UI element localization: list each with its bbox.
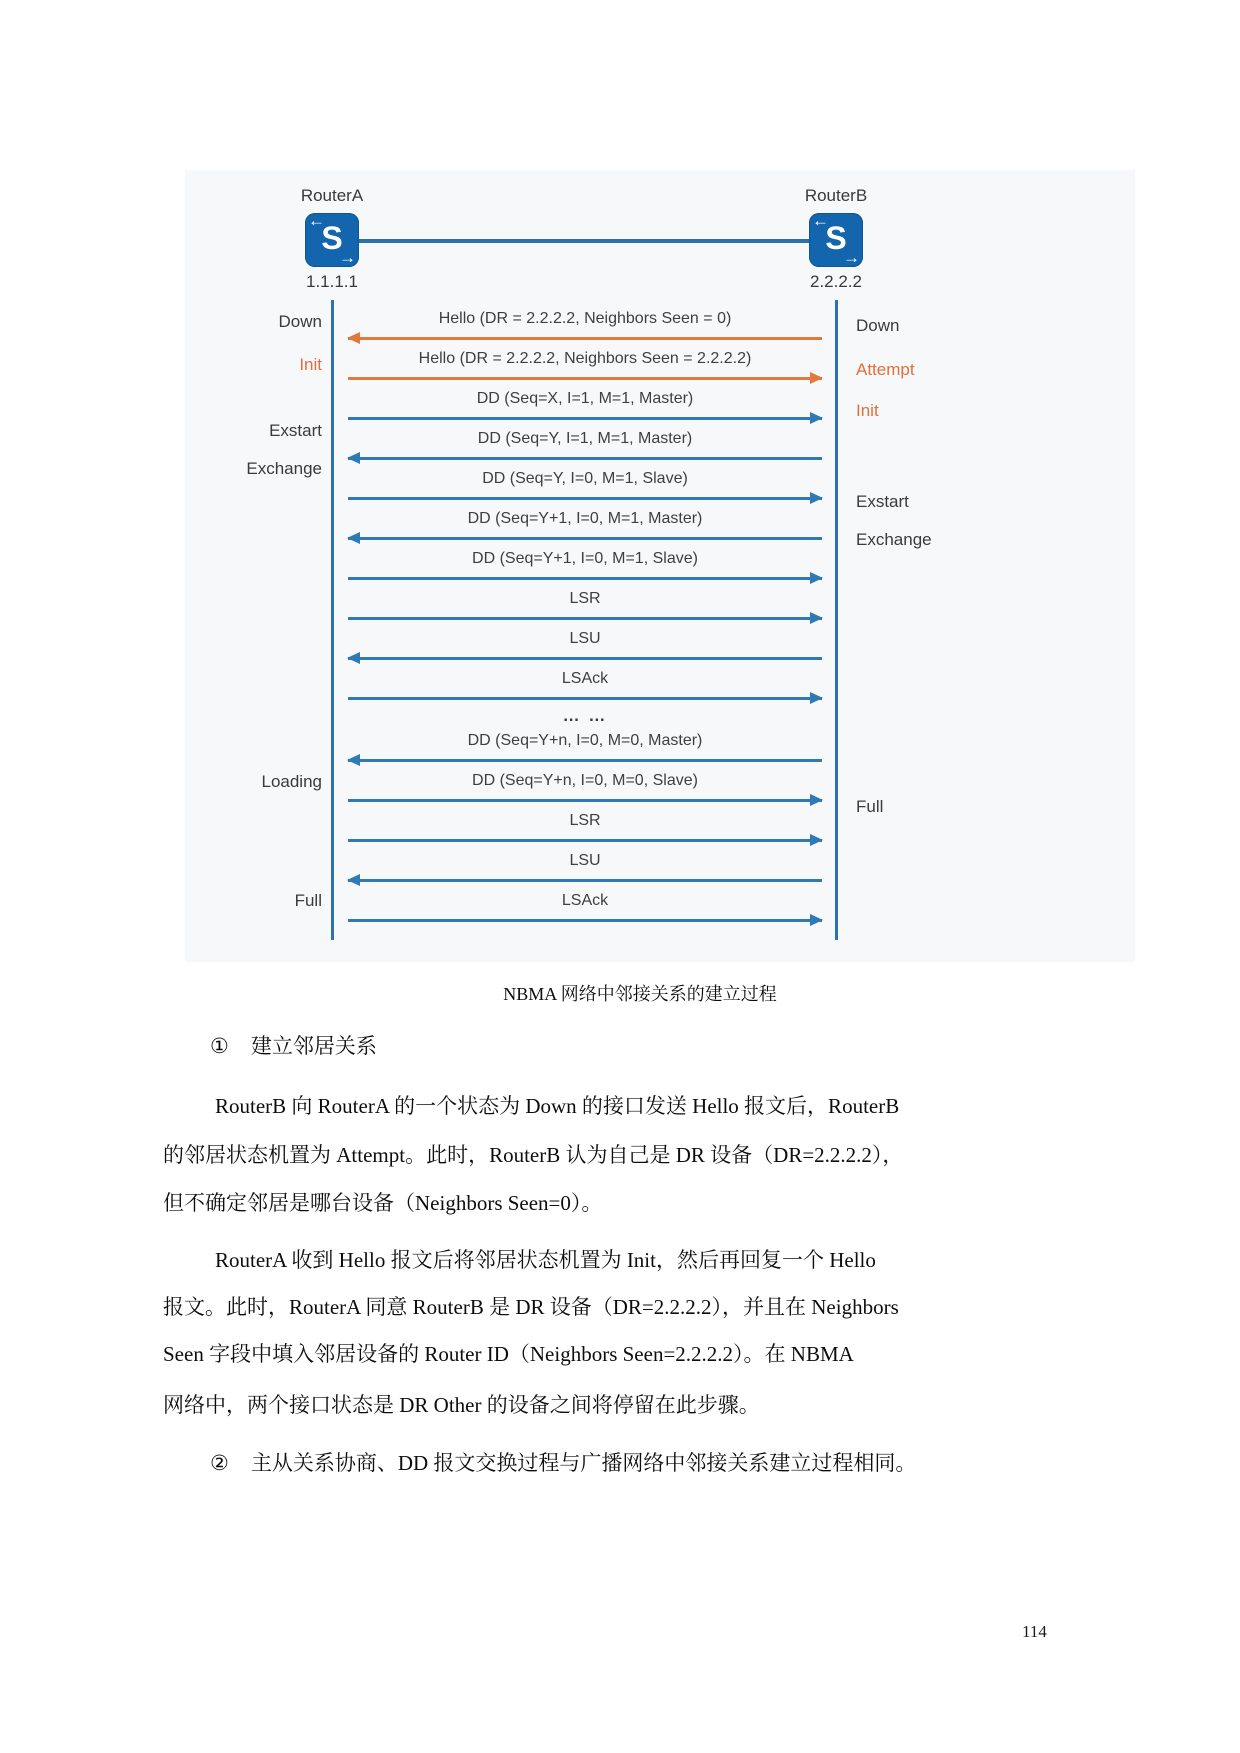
message-arrow-right <box>348 497 822 500</box>
message-label: DD (Seq=X, I=1, M=1, Master) <box>476 390 694 407</box>
state-label-right-exstart: Exstart <box>856 492 909 511</box>
message-label: DD (Seq=Y+1, I=0, M=1, Slave) <box>472 550 698 567</box>
message-label: Hello (DR = 2.2.2.2, Neighbors Seen = 2.2.2.2) <box>418 350 752 367</box>
message-arrow-left <box>348 879 822 882</box>
state-label-left-down: Down <box>278 312 322 331</box>
message-arrow-right <box>348 799 822 802</box>
state-label-left-loading: Loading <box>261 772 322 791</box>
message-label: DD (Seq=Y+1, I=0, M=1, Master) <box>467 510 703 527</box>
paragraph-line: Seen 字段中填入邻居设备的 Router ID（Neighbors Seen=2.2.2.2）。在 NBMA <box>163 1342 854 1366</box>
message-label: LSR <box>569 590 601 607</box>
message-arrow-right <box>348 577 822 580</box>
list-item-text: 建立邻居关系 <box>250 1034 377 1058</box>
message-label: LSAck <box>561 892 609 909</box>
state-label-left-init: Init <box>299 355 322 374</box>
message-arrow-left <box>348 337 822 340</box>
message-label: LSAck <box>561 670 609 687</box>
message-label: LSU <box>569 852 601 869</box>
message-arrow-right <box>348 617 822 620</box>
message-arrow-left <box>348 657 822 660</box>
state-label-left-exstart: Exstart <box>269 421 322 440</box>
list-item-2 <box>210 1447 916 1477</box>
state-label-right-down: Down <box>856 316 900 335</box>
state-label-right-attempt: Attempt <box>856 360 915 379</box>
router-b-lifeline <box>835 300 838 940</box>
message-arrow-right <box>348 919 822 922</box>
list-bullet: ① <box>210 1034 229 1058</box>
state-label-right-full: Full <box>856 797 884 816</box>
message-label: DD (Seq=Y, I=1, M=1, Master) <box>477 430 693 447</box>
router-a-switch-icon <box>305 213 359 267</box>
paragraph-line: 报文。此时，RouterA 同意 RouterB 是 DR 设备（DR=2.2.2.2），并且在 Neighbors <box>163 1295 899 1319</box>
router-b-ip: 2.2.2.2 <box>810 272 862 291</box>
state-label-left-exchange: Exchange <box>246 459 322 478</box>
paragraph-line: 网络中，两个接口状态是 DR Other 的设备之间将停留在此步骤。 <box>163 1393 760 1417</box>
router-b-label: RouterB <box>804 186 868 205</box>
message-arrow-left <box>348 457 822 460</box>
router-a-label: RouterA <box>300 186 364 205</box>
router-a-ip: 1.1.1.1 <box>306 272 358 291</box>
message-label: Hello (DR = 2.2.2.2, Neighbors Seen = 0) <box>438 310 732 327</box>
message-label: LSR <box>569 812 601 829</box>
router-a-lifeline <box>331 300 334 940</box>
switch-icon-letter: ← S <box>825 220 847 256</box>
message-arrow-left <box>348 759 822 762</box>
list-item-1 <box>210 1030 377 1060</box>
page-number: 114 <box>1022 1622 1047 1641</box>
router-link-line <box>359 239 809 243</box>
paragraph-line: RouterB 向 RouterA 的一个状态为 Down 的接口发送 Hello 报文后，RouterB <box>215 1094 900 1118</box>
message-arrow-right <box>348 417 822 420</box>
paragraph-line: RouterA 收到 Hello 报文后将邻居状态机置为 Init，然后再回复一个 Hello <box>215 1248 876 1272</box>
message-label: DD (Seq=Y+n, I=0, M=0, Slave) <box>472 772 698 789</box>
message-label: LSU <box>569 630 601 647</box>
message-arrow-right <box>348 839 822 842</box>
state-label-right-init: Init <box>856 401 879 420</box>
list-bullet: ② <box>210 1451 229 1475</box>
paragraph-line: 但不确定邻居是哪台设备（Neighbors Seen=0）。 <box>163 1191 603 1215</box>
paragraph-line: 的邻居状态机置为 Attempt。此时，RouterB 认为自己是 DR 设备（DR=2.2.2.2）， <box>163 1143 904 1167</box>
message-label: DD (Seq=Y+n, I=0, M=0, Master) <box>467 732 703 749</box>
switch-icon-letter: ← S <box>321 220 343 256</box>
message-arrow-right <box>348 377 822 380</box>
message-arrow-left <box>348 537 822 540</box>
list-item-text: 主从关系协商、DD 报文交换过程与广播网络中邻接关系建立过程相同。 <box>250 1451 917 1475</box>
state-label-left-full: Full <box>294 891 322 910</box>
state-label-right-exchange: Exchange <box>856 530 932 549</box>
figure-caption: NBMA 网络中邻接关系的建立过程 <box>503 984 777 1004</box>
ellipsis-row: … … <box>562 706 608 725</box>
message-arrow-right <box>348 697 822 700</box>
message-label: DD (Seq=Y, I=0, M=1, Slave) <box>482 470 688 487</box>
router-b-switch-icon <box>809 213 863 267</box>
